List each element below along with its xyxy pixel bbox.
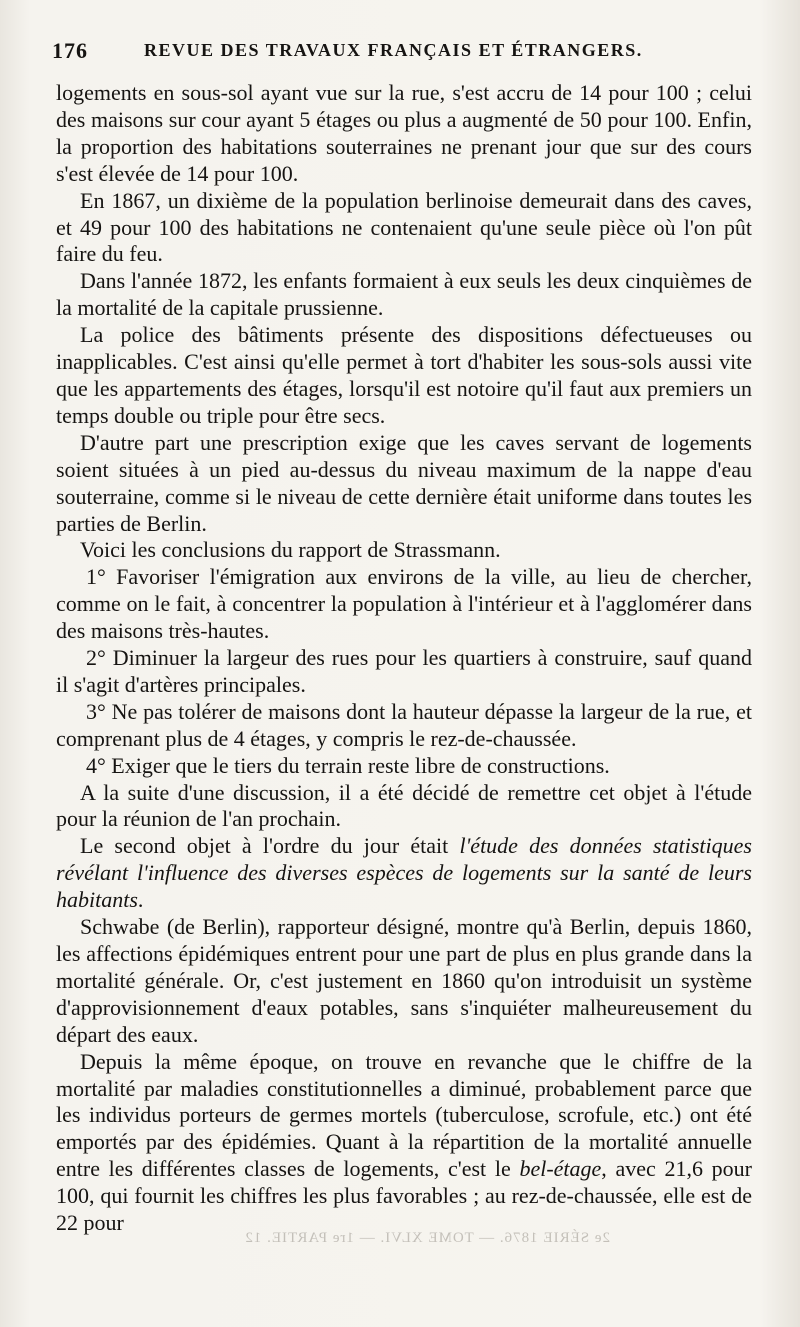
paragraph: Schwabe (de Berlin), rapporteur désigné, montre qu'à Berlin, depuis 1860, les affections épidémiques entrent pour une part de plus en plus grande dans la mortalité générale. Or, c'est justement en 1860 qu'on introduisit un système d'approvisionnement d'eaux potables, sans s'inquiéter malheureusement du départ des eaux. <box>56 914 752 1047</box>
conclusion-item: 1° Favoriser l'émigration aux environs de la ville, au lieu de chercher, comme on le fait, à concentrer la population à l'intérieur et à l'agglomérer dans des maisons très-hautes. <box>56 564 752 644</box>
paragraph <box>56 833 752 914</box>
paragraph: A la suite d'une discussion, il a été décidé de remettre cet objet à l'étude pour la réunion de l'an prochain. <box>56 779 752 832</box>
paragraph-text: Le second objet à l'ordre du jour était <box>80 833 460 859</box>
conclusion-item: 2° Diminuer la largeur des rues pour les quartiers à construire, sauf quand il s'agit d'artères principales. <box>56 645 752 697</box>
paragraph: D'autre part une prescription exige que les caves servant de logements soient situées à un pied au-dessus du niveau maximum de la nappe d'eau souterraine, comme si le niveau de cette dernière était uniforme dans toutes les parties de Berlin. <box>56 429 752 536</box>
paragraph: logements en sous-sol ayant vue sur la rue, s'est accru de 14 pour 100 ; celui des maisons sur cour ayant 5 étages ou plus a augmenté de 50 pour 100. Enfin, la proportion des habitations souterraines ne prenant jour que sur des cours s'est élevée de 14 pour 100. <box>56 80 752 186</box>
conclusion-item: 4° Exiger que le tiers du terrain reste libre de constructions. <box>86 752 610 778</box>
running-title: REVUE DES TRAVAUX FRANÇAIS ET ÉTRANGERS. <box>144 40 643 60</box>
page-number: 176 <box>52 38 88 63</box>
paragraph: Dans l'année 1872, les enfants formaient à eux seuls les deux cinquièmes de la mortalité de la capitale prussienne. <box>56 268 752 321</box>
paragraph-text: , avec 21,6 pour 100, qui fournit les chiffres les plus favorables ; au rez-de-chaussée, elle est de 22 pour <box>56 1156 752 1236</box>
italic-term: bel-étage <box>519 1156 602 1182</box>
body-text <box>56 80 752 1237</box>
page-header <box>52 38 752 68</box>
paragraph: Voici les conclusions du rapport de Strassmann. <box>80 537 501 563</box>
paragraph-text: Depuis la même époque, on trouve en revanche que le chiffre de la mortalité par maladies constitutionnelles a diminué, probablement parce que les individus porteurs de germes mortels (tuberculose, scrofule, etc.) ont été emportés par des épidémies. Quant à la répartition de la mortalité annuelle entre les différentes classes de logements, c'est le <box>56 1048 752 1182</box>
paragraph: La police des bâtiments présente des dispositions défectueuses ou inapplicables. C'est ainsi qu'elle permet à tort d'habiter les sous-sols aussi vite que les appartements des étages, lorsqu'il est notoire qu'il faut aux premiers un temps double ou triple pour être secs. <box>56 322 752 428</box>
paragraph <box>56 1049 752 1237</box>
conclusion-item: 3° Ne pas tolérer de maisons dont la hauteur dépasse la largeur de la rue, et comprenant plus de 4 étages, y compris le rez-de-chaussée. <box>56 698 752 751</box>
paragraph: En 1867, un dixième de la population berlinoise demeurait dans des caves, et 49 pour 100 des habitations ne contenaient qu'une seule pièce où l'on pût faire du feu. <box>56 187 752 267</box>
bleed-through-footer: 2e SÉRIE 1876. — TOME XLVI. — 1re PARTIE. 12 <box>244 1230 610 1246</box>
paragraph-text: . <box>137 887 144 913</box>
italic-title: l'étude des données statistiques révélant l'influence des diverses espèces de logements sur la santé de leurs habitants <box>56 833 752 913</box>
